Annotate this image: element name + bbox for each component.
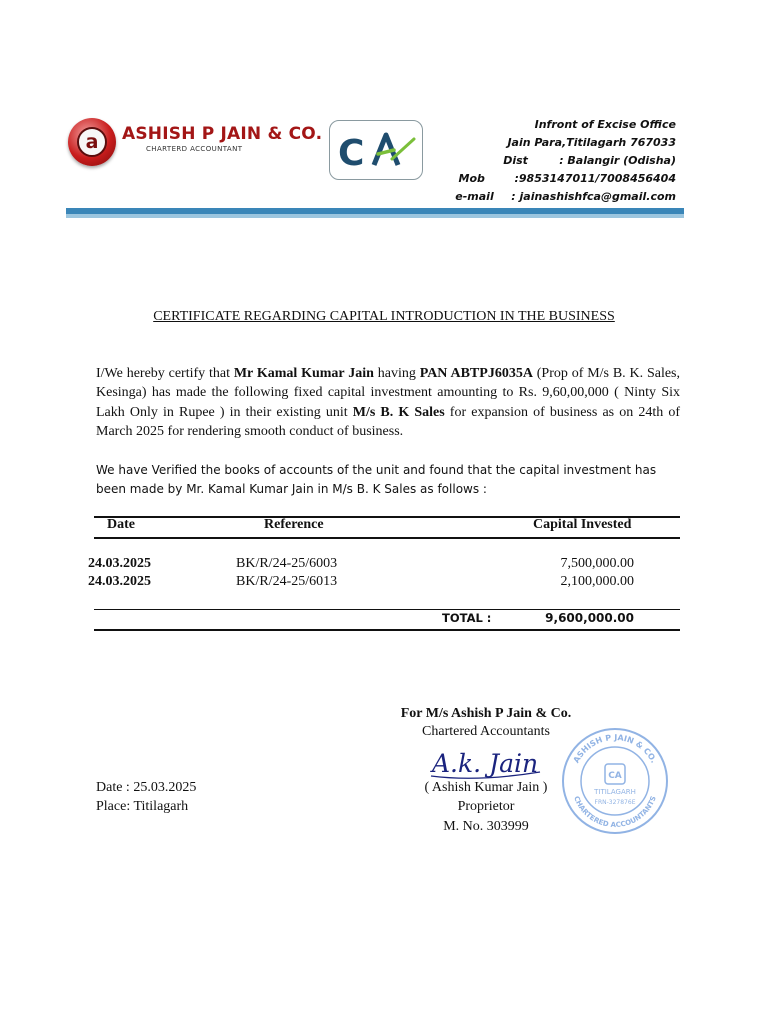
mobile-label: Mob (458, 172, 485, 185)
firm-seal-stamp (560, 726, 670, 836)
total-label: TOTAL : (442, 611, 492, 625)
verification-paragraph: We have Verified the books of accounts of the unit and found that the capital investment has been made by Mr. Kamal Kumar Jain in M/s B. K Sales as follows : (96, 463, 657, 496)
total-top-rule (94, 609, 680, 610)
stamp-frn: FRN-327876E (594, 799, 636, 806)
unit-name: M/s B. K Sales (352, 404, 445, 420)
address-mobile (455, 170, 676, 188)
row-amount: 2,100,000.00 (560, 574, 634, 589)
row-amount: 7,500,000.00 (560, 556, 634, 571)
firm-logo-emblem (68, 118, 116, 166)
certificate-title: CERTIFICATE REGARDING CAPITAL INTRODUCTION IN THE BUSINESS (153, 309, 615, 324)
col-header-date: Date (107, 517, 135, 532)
person-name: Mr Kamal Kumar Jain (233, 366, 374, 381)
total-value: 9,600,000.00 (545, 611, 634, 625)
total-bottom-rule (94, 629, 680, 631)
district-label: Dist (503, 154, 528, 167)
address-line-1: Infront of Excise Office (534, 118, 676, 131)
signatory-role: Proprietor (457, 799, 515, 814)
pan-number: PAN ABTPJ6035A (419, 366, 533, 381)
signature (428, 742, 546, 780)
logo-letter: a (77, 127, 107, 157)
district-value: : Balangir (Odisha) (559, 154, 676, 167)
email-value: : jainashishfca@gmail.com (511, 190, 676, 203)
stamp-icon (560, 726, 670, 836)
para1-text-3: (Prop of M/s B. K. Sales, Kesinga) has made the following fixed capital investment amounting to Rs. 9,60,00,000 ( Ninty Six Lakh Only in Rupee ) in their existing unit (96, 366, 680, 420)
header-divider-light (66, 214, 684, 218)
for-firm-line: For M/s Ashish P Jain & Co. (400, 706, 572, 721)
row-date: 24.03.2025 (88, 574, 151, 589)
para1-text-2: having (373, 366, 420, 381)
para1-text-1: I/We hereby certify that (96, 366, 234, 381)
row-reference: BK/R/24-25/6003 (236, 556, 338, 571)
stamp-city: TITILAGARH (594, 788, 636, 796)
membership-number: M. No. 303999 (443, 819, 529, 834)
email-label: e-mail (455, 190, 494, 203)
svg-text:CA: CA (608, 771, 622, 781)
row-reference: BK/R/24-25/6013 (236, 574, 338, 589)
firm-address (455, 116, 676, 206)
col-header-capital: Capital Invested (533, 517, 632, 532)
address-line-2: Jain Para,Titilagarh 767033 (507, 136, 676, 149)
issue-date: Date : 25.03.2025 (96, 780, 197, 795)
firm-tagline: CHARTERD ACCOUNTANT (146, 145, 243, 153)
stamp-top-text: ASHISH P JAIN & CO. (571, 732, 659, 765)
stamp-bottom-text: CHARTERED ACCOUNTANTS (572, 795, 658, 830)
signatory-name: ( Ashish Kumar Jain ) (424, 780, 548, 795)
ca-logo (329, 120, 423, 180)
designation-line: Chartered Accountants (422, 724, 550, 739)
signature-text: A.k. Jain (432, 749, 539, 778)
col-header-reference: Reference (264, 517, 324, 532)
ca-logo-icon (330, 121, 421, 178)
address-email (455, 188, 676, 206)
row-date: 24.03.2025 (88, 556, 151, 571)
certification-paragraph (96, 364, 680, 441)
table-header-rule (94, 537, 680, 539)
firm-name: ASHISH P JAIN & CO. (122, 124, 323, 144)
issue-place: Place: Titilagarh (96, 799, 189, 814)
address-district (455, 152, 676, 170)
signature-icon (428, 742, 546, 780)
svg-text:C: C (338, 133, 365, 174)
mobile-value: :9853147011/7008456404 (514, 172, 676, 185)
para1-text-4: for expansion of business as on 24th of March 2025 for rendering smooth conduct of business. (96, 404, 680, 439)
